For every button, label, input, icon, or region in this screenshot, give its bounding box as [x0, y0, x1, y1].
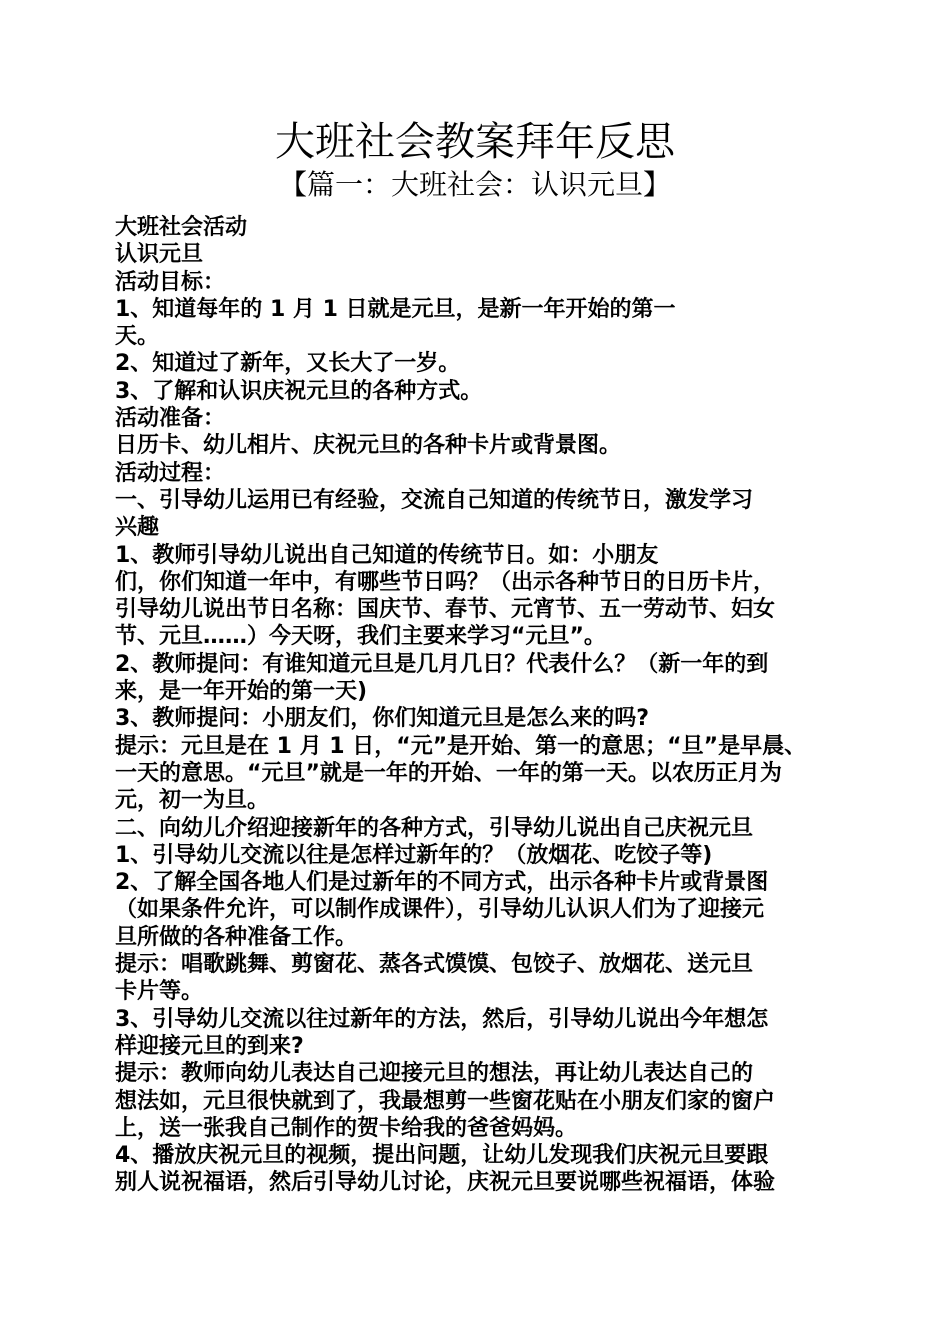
- body-line: 节、元旦……）今天呀，我们主要来学习“元旦”。: [115, 624, 606, 650]
- body-line: 兴趣: [115, 515, 160, 541]
- body-line: 元，初一为旦。: [115, 788, 270, 814]
- body-line: 3、引导幼儿交流以往过新年的方法，然后，引导幼儿说出今年想怎: [115, 1006, 769, 1032]
- body-line: 1、引导幼儿交流以往是怎样过新年的？（放烟花、吃饺子等): [115, 842, 713, 868]
- body-line: 2、了解全国各地人们是过新年的不同方式，出示各种卡片或背景图: [115, 870, 769, 896]
- body-line: 提示：教师向幼儿表达自己迎接元旦的想法，再让幼儿表达自己的: [115, 1061, 754, 1087]
- document-subtitle: 【篇一：大班社会：认识元旦】: [278, 168, 671, 201]
- body-line: 1、知道每年的 1 月 1 日就是元旦，是新一年开始的第一: [115, 296, 676, 322]
- body-line: 活动目标：: [115, 269, 226, 295]
- body-line: 提示：元旦是在 1 月 1 日，“元”是开始、第一的意思；“旦”是早晨、: [115, 733, 807, 759]
- body-line: 引导幼儿说出节日名称：国庆节、春节、元宵节、五一劳动节、妇女: [115, 597, 776, 623]
- body-line: 2、教师提问：有谁知道元旦是几月几日？代表什么？（新一年的到: [115, 651, 769, 677]
- body-line: 二、向幼儿介绍迎接新年的各种方式，引导幼儿说出自己庆祝元旦: [115, 815, 754, 841]
- body-line: （如果条件允许，可以制作成课件），引导幼儿认识人们为了迎接元: [115, 897, 765, 923]
- body-line: 3、了解和认识庆祝元旦的各种方式。: [115, 378, 483, 404]
- body-line: 卡片等。: [115, 979, 204, 1005]
- body-line: 一、引导幼儿运用已有经验，交流自己知道的传统节日，激发学习: [115, 487, 754, 513]
- body-line: 认识元旦: [115, 242, 204, 268]
- body-line: 样迎接元旦的到来?: [115, 1033, 304, 1059]
- document-body: [115, 214, 845, 1197]
- body-line: 大班社会活动: [115, 215, 248, 240]
- body-line: 想法如，元旦很快就到了，我最想剪一些窗花贴在小朋友们家的窗户: [115, 1088, 776, 1114]
- body-line: 3、教师提问：小朋友们，你们知道元旦是怎么来的吗?: [115, 706, 650, 732]
- body-line: 2、知道过了新年，又长大了一岁。: [115, 351, 461, 377]
- body-line: 日历卡、幼儿相片、庆祝元旦的各种卡片或背景图。: [115, 433, 622, 459]
- body-line: 上，送一张我自己制作的贺卡给我的爸爸妈妈。: [115, 1115, 578, 1141]
- body-line: 1、教师引导幼儿说出自己知道的传统节日。如：小朋友: [115, 542, 659, 568]
- body-line: 来，是一年开始的第一天): [115, 679, 368, 705]
- body-line: 天。: [115, 324, 160, 350]
- body-line: 提示：唱歌跳舞、剪窗花、蒸各式馍馍、包饺子、放烟花、送元旦: [115, 952, 754, 978]
- document-title: 大班社会教案拜年反思: [275, 119, 675, 165]
- body-line: 活动过程：: [115, 460, 226, 486]
- body-line: 们，你们知道一年中，有哪些节日吗？（出示各种节日的日历卡片，: [115, 569, 776, 595]
- body-line: 活动准备：: [115, 406, 226, 432]
- body-line: 别人说祝福语，然后引导幼儿讨论，庆祝元旦要说哪些祝福语，体验: [115, 1170, 776, 1196]
- body-line: 旦所做的各种准备工作。: [115, 924, 358, 950]
- body-line: 一天的意思。“元旦”就是一年的开始、一年的第一天。以农历正月为: [115, 760, 782, 786]
- body-line: 4、播放庆祝元旦的视频，提出问题，让幼儿发现我们庆祝元旦要跟: [115, 1143, 769, 1169]
